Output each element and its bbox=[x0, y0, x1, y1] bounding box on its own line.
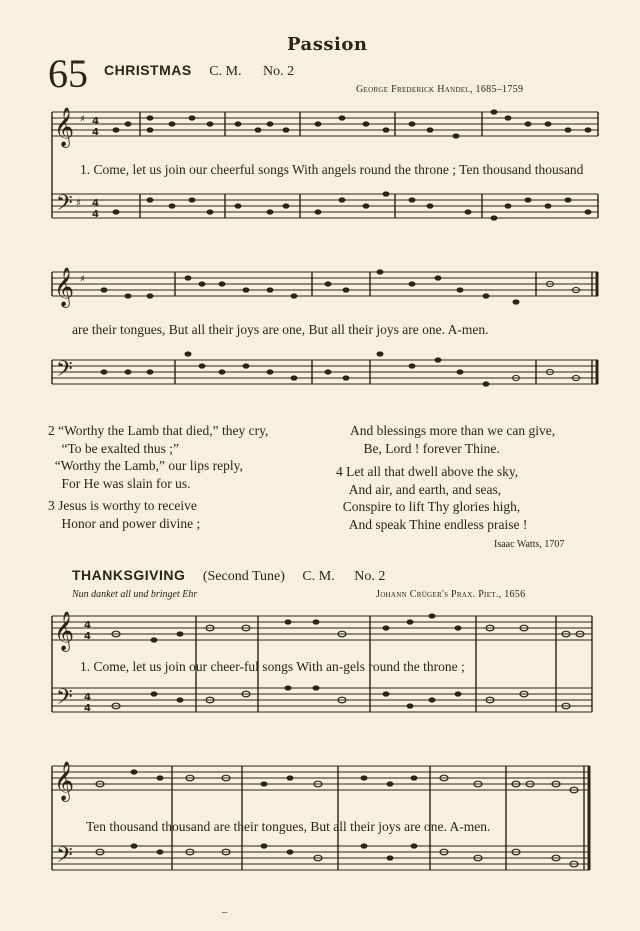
verse-3-cont: And blessings more than we can give, Be, Lord ! forever Thine. bbox=[350, 423, 556, 456]
second-tune-meter: C. M. bbox=[302, 569, 335, 584]
tune-meter: C. M. bbox=[209, 64, 242, 79]
tune-number: No. 2 bbox=[263, 64, 295, 79]
svg-text:𝄞: 𝄞 bbox=[54, 267, 75, 307]
treble-clef: 𝄞 bbox=[54, 107, 75, 147]
svg-text:𝄢: 𝄢 bbox=[56, 357, 73, 387]
svg-text:4: 4 bbox=[84, 703, 91, 714]
composer-credit: George Frederick Handel, 1685–1759 bbox=[356, 84, 524, 95]
svg-text:♯: ♯ bbox=[80, 114, 85, 125]
svg-text:4: 4 bbox=[92, 116, 99, 127]
second-tune-header bbox=[72, 567, 385, 585]
hymn-number: 65 bbox=[48, 51, 88, 96]
svg-text:4: 4 bbox=[92, 127, 99, 138]
author-credit: Isaac Watts, 1707 bbox=[494, 539, 565, 550]
lyric-line-2: are their tongues, But all their joys are one, But all their joys are one. A-men. bbox=[72, 322, 489, 337]
svg-text:4: 4 bbox=[92, 209, 99, 220]
music-system-2 bbox=[0, 340, 640, 420]
tune-name: CHRISTMAS bbox=[104, 62, 192, 78]
svg-text:4: 4 bbox=[92, 198, 99, 209]
bass-clef: 𝄢 bbox=[56, 191, 73, 221]
footer-mark: – bbox=[222, 906, 228, 918]
second-tune-number: No. 2 bbox=[354, 569, 386, 584]
second-tune-subtitle: (Second Tune) bbox=[202, 569, 285, 584]
svg-text:4: 4 bbox=[84, 620, 91, 631]
svg-text:♯: ♯ bbox=[76, 198, 81, 209]
svg-text:♯: ♯ bbox=[80, 274, 85, 285]
verse-4: 4 Let all that dwell above the sky, And air, and earth, and seas, Conspire to lift Thy glories high, And speak Thine endless praise ! bbox=[336, 464, 528, 532]
original-text: Nun danket all und bringet Ehr bbox=[72, 589, 198, 600]
music-system-1 bbox=[0, 100, 640, 350]
svg-text:4: 4 bbox=[84, 631, 91, 642]
second-composer-credit: Johann Crüger's Prax. Piet., 1656 bbox=[376, 589, 526, 600]
verse-3: 3 Jesus is worthy to receive Honor and power divine ; bbox=[48, 498, 201, 531]
music-system-3 bbox=[0, 600, 640, 910]
lyric-line-1: 1. Come, let us join our cheerful songs With angels round the throne ; Ten thousand thousand bbox=[80, 162, 584, 177]
second-tune-name: THANKSGIVING bbox=[72, 567, 186, 583]
svg-text:𝄢: 𝄢 bbox=[56, 843, 73, 873]
section-title: Passion bbox=[287, 34, 368, 55]
svg-text:4: 4 bbox=[84, 692, 91, 703]
svg-text:𝄢: 𝄢 bbox=[56, 685, 73, 715]
tune-header bbox=[104, 62, 294, 80]
second-lyric-line-2: Ten thousand thousand are their tongues, But all their joys are one. A-men. bbox=[86, 819, 491, 834]
svg-text:𝄞: 𝄞 bbox=[54, 611, 75, 651]
verse-2: 2 “Worthy the Lamb that died,” they cry, “To be exalted thus ;” “Worthy the Lamb,” our lips reply, For He was slain for us. bbox=[48, 423, 269, 491]
svg-text:𝄞: 𝄞 bbox=[54, 761, 75, 801]
second-lyric-line-1: 1. Come, let us join our cheer-ful songs With an-gels round the throne ; bbox=[80, 659, 465, 674]
